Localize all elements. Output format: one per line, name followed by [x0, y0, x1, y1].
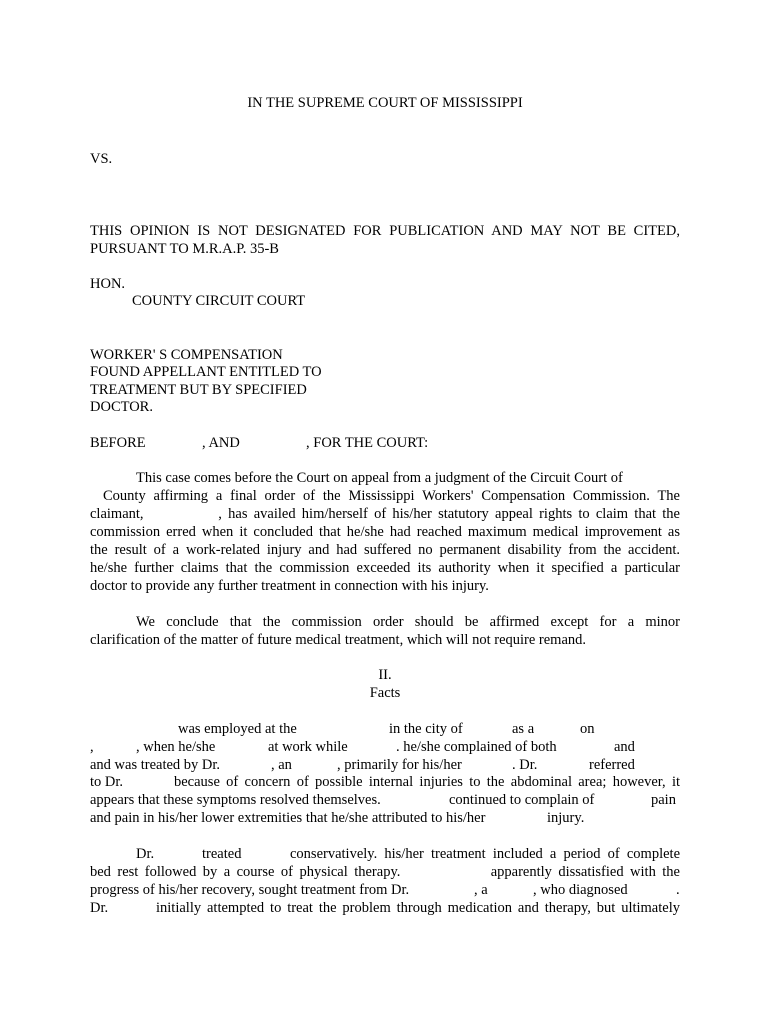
- treatment-line3-part3: , who diagnosed: [533, 882, 628, 898]
- facts-line3-part3: , primarily for his/her: [337, 757, 462, 773]
- treatment-line4-part1: Dr.: [90, 900, 109, 916]
- facts-line2-part1: ,: [90, 739, 94, 755]
- nature-of-case-line-2: FOUND APPELLANT ENTITLED TO: [90, 364, 322, 380]
- facts-line5-part2: continued to complain of: [449, 792, 595, 808]
- treatment-line1-part1: Dr.: [136, 846, 155, 862]
- publication-notice-line-2: PURSUANT TO M.R.A.P. 35-B: [90, 241, 279, 257]
- facts-line1-part4: on: [580, 721, 595, 737]
- panel-before: BEFORE: [90, 435, 146, 451]
- facts-line2-part4: . he/she complained of both: [396, 739, 557, 755]
- facts-line3-part5: referred: [589, 757, 635, 773]
- facts-line5-part1: appears that these symptoms resolved themselves.: [90, 792, 381, 808]
- publication-notice-line-1: THIS OPINION IS NOT DESIGNATED FOR PUBLICATION AND MAY NOT BE CITED,: [90, 223, 680, 239]
- facts-line4-part1: to Dr.: [90, 774, 124, 790]
- facts-line3-part1: and was treated by Dr.: [90, 757, 221, 773]
- facts-line1-part2: in the city of: [389, 721, 463, 737]
- judge-hon-label: HON.: [90, 276, 126, 292]
- treatment-line3-part4: .: [676, 882, 680, 898]
- section-title: Facts: [369, 685, 401, 701]
- facts-line2-part5: and: [614, 739, 635, 755]
- opinion-para1-line-5: the result of a work-related injury and had suffered no permanent disability from the accident.: [90, 542, 680, 558]
- facts-line2-part3: at work while: [268, 739, 348, 755]
- opinion-para1-line-1: This case comes before the Court on appeal from a judgment of the Circuit Court of: [136, 470, 623, 486]
- trial-court-label: COUNTY CIRCUIT COURT: [132, 293, 306, 309]
- facts-line4-part2: because of concern of possible internal injuries to the abdominal area; however, it: [174, 774, 680, 790]
- facts-line3-part4: . Dr.: [512, 757, 538, 773]
- court-title: IN THE SUPREME COURT OF MISSISSIPPI: [247, 95, 523, 111]
- facts-line6-part2: injury.: [547, 810, 585, 826]
- treatment-line4-part2: initially attempted to treat the problem through medication and therapy, but ultimately: [156, 900, 680, 916]
- facts-line6-part1: and pain in his/her lower extremities that he/she attributed to his/her: [90, 810, 486, 826]
- treatment-line3-part1: progress of his/her recovery, sought treatment from Dr.: [90, 882, 410, 898]
- opinion-para1-line-2: County affirming a final order of the Mississippi Workers' Compensation Commission. The: [103, 488, 680, 504]
- opinion-para2-line-1: We conclude that the commission order should be affirmed except for a minor: [136, 614, 680, 630]
- treatment-line2: bed rest followed by a course of physical therapy. apparently dissatisfied with the: [90, 864, 680, 880]
- opinion-para2-line-2: clarification of the matter of future medical treatment, which will not require remand.: [90, 632, 587, 648]
- nature-of-case-line-3: TREATMENT BUT BY SPECIFIED: [90, 382, 307, 398]
- opinion-para1-line-3: claimant, , has availed him/herself of his/her statutory appeal rights to claim that the: [90, 506, 680, 522]
- versus-label: VS.: [90, 151, 113, 167]
- opinion-para1-line-4: commission erred when it concluded that he/she had reached maximum medical improvement as: [90, 524, 680, 540]
- facts-line5-part3: pain: [651, 792, 676, 808]
- nature-of-case-line-4: DOCTOR.: [90, 399, 153, 415]
- treatment-line1-part3: conservatively. his/her treatment included a period of complete: [290, 846, 680, 862]
- facts-line1-part3: as a: [512, 721, 535, 737]
- facts-line1-part1: was employed at the: [178, 721, 297, 737]
- panel-and: , AND: [202, 435, 240, 451]
- facts-line3-part2: , an: [271, 757, 292, 773]
- opinion-para1-line-6: he/she further claims that the commission exceeded its authority when it specified a particular: [90, 560, 680, 576]
- opinion-para1-line-7: doctor to provide any further treatment in connection with his injury.: [90, 578, 489, 594]
- facts-line2-part2: , when he/she: [136, 739, 216, 755]
- panel-for-court: , FOR THE COURT:: [306, 435, 429, 451]
- nature-of-case-line-1: WORKER' S COMPENSATION: [90, 347, 283, 363]
- treatment-line1-part2: treated: [202, 846, 242, 862]
- section-number: II.: [378, 667, 392, 683]
- treatment-line3-part2: , a: [474, 882, 488, 898]
